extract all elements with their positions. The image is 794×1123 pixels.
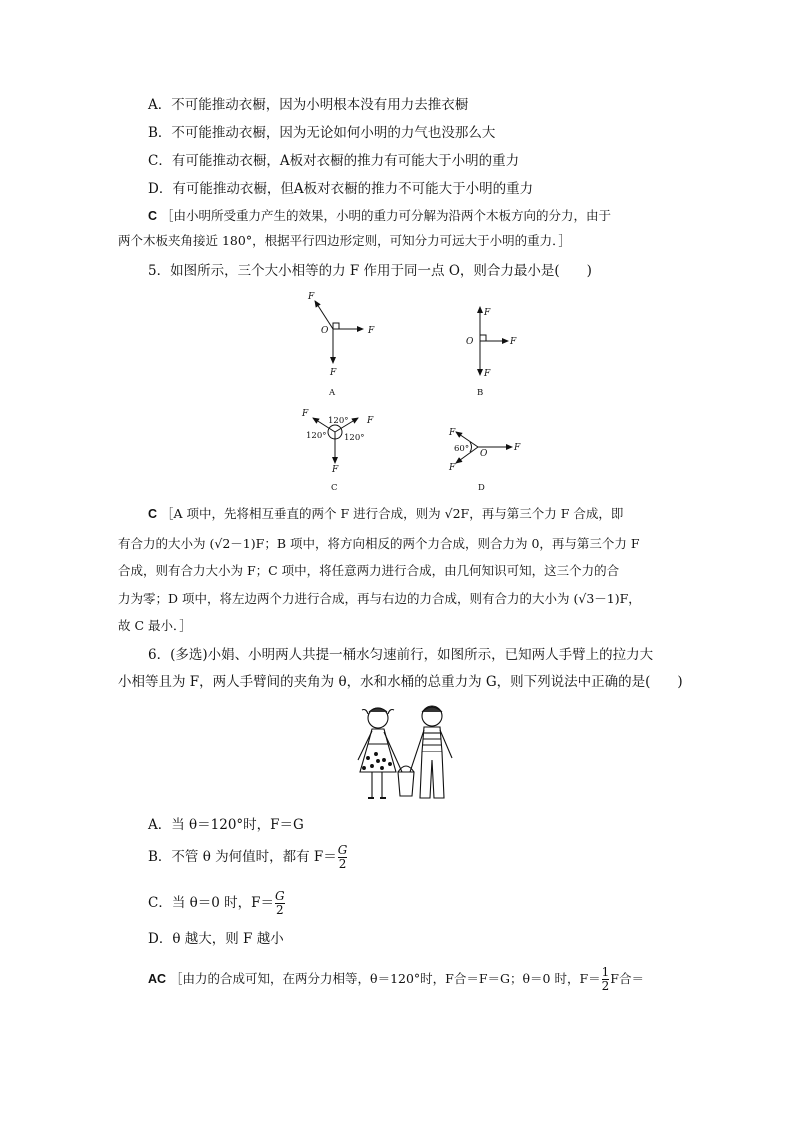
fraction-one-half: [602, 966, 610, 993]
answer-text: ［由力的合成可知，在两分力相等，θ＝120°时，F合＝F＝G；θ＝0 时，F＝: [170, 971, 601, 986]
formula: √2F: [444, 506, 470, 521]
option-c: C．有可能推动衣橱，A板对衣橱的推力有可能大于小明的重力: [148, 153, 520, 169]
option-b: B．不可能推动衣橱，因为无论如何小明的力气也没那么大: [148, 125, 496, 141]
fraction-denominator: 2: [275, 903, 284, 917]
force-label: F: [330, 368, 337, 378]
q6-option-a: A．当 θ＝120°时，F＝G: [148, 817, 304, 833]
force-label: F: [449, 428, 456, 438]
answer-text: ［A 项中，先将相互垂直的两个 F 进行合成，则为: [161, 506, 441, 521]
angle-label: 60°: [454, 444, 470, 454]
point-label: O: [466, 337, 474, 347]
force-label: F: [484, 369, 491, 379]
answer-text: ［由小明所受重力产生的效果，小明的重力可分解为沿两个木板方向的分力，由于: [161, 208, 612, 223]
q5-stem: 5．如图所示，三个大小相等的力 F 作用于同一点 O，则合力最小是( ): [148, 263, 592, 279]
fraction-numerator: 1: [601, 965, 610, 979]
q6-option-d: D．θ 越大，则 F 越小: [148, 931, 284, 947]
q6-option-b: [148, 844, 348, 871]
figure-label-d: D: [478, 483, 485, 493]
q6-answer-line1: [148, 966, 644, 993]
q6-stem-line1: 6．(多选)小娟、小明两人共提一桶水匀速前行，如图所示，已知两人手臂上的拉力大: [148, 647, 654, 663]
q4-answer-line2: 两个木板夹角接近 180°，根据平行四边形定则，可知分力可远大于小明的重力．］: [118, 233, 571, 248]
angle-label: 120°: [344, 433, 365, 443]
option-d: D．有可能推动衣橱，但A板对衣橱的推力不可能大于小明的重力: [148, 181, 534, 197]
fraction-numerator: G: [275, 889, 285, 903]
angle-label: 120°: [306, 431, 327, 441]
option-text: C．当 θ＝0 时，F＝: [148, 895, 274, 911]
force-label: F: [368, 326, 375, 336]
q5-answer-line2: [118, 535, 640, 553]
fraction-denominator: 2: [601, 979, 610, 993]
q5-answer-line1: [148, 505, 623, 523]
formula: (√3－1)F，: [573, 591, 641, 606]
point-label: O: [480, 449, 488, 459]
figure-label-b: B: [477, 388, 484, 398]
answer-letter: AC: [148, 972, 167, 986]
force-label: F: [332, 465, 339, 475]
force-label: F: [449, 463, 456, 473]
fraction-denominator: 2: [338, 857, 347, 871]
answer-letter: C: [148, 209, 158, 223]
q5-answer-line5: 故 C 最小．］: [118, 618, 192, 633]
q6-stem-line2: 小相等且为 F，两人手臂间的夹角为 θ，水和水桶的总重力为 G，则下列说法中正确的是( ): [118, 674, 683, 690]
force-label: F: [367, 416, 374, 426]
force-label: F: [308, 292, 315, 302]
option-a: A．不可能推动衣橱，因为小明根本没有用力去推衣橱: [148, 97, 469, 113]
fraction-g-over-2: [275, 890, 285, 917]
two-children-carrying-bucket-illustration: [352, 700, 462, 808]
q5-force-diagram: [0, 285, 794, 505]
answer-letter: C: [148, 507, 158, 521]
answer-text: F合＝: [610, 971, 644, 986]
q5-answer-line4: [118, 590, 641, 608]
angle-label: 120°: [328, 416, 349, 426]
point-label: O: [321, 326, 329, 336]
answer-text: 力为零；D 项中，将左边两个力进行合成，再与右边的力合成，则有合力的大小为: [118, 591, 570, 606]
figure-label-a: A: [329, 388, 336, 398]
option-text: B．不管 θ 为何值时，都有 F＝: [148, 849, 337, 865]
force-label: F: [510, 337, 517, 347]
force-label: F: [514, 443, 521, 453]
fraction-g-over-2: [338, 844, 348, 871]
q6-option-c: [148, 890, 286, 917]
answer-text: ；B 项中，将方向相反的两个力合成，则合力为 0，再与第三个力 F: [264, 536, 640, 551]
force-label: F: [302, 409, 309, 419]
force-label: F: [484, 308, 491, 318]
formula: (√2－1)F: [209, 536, 265, 551]
q4-answer-line1: [148, 207, 611, 225]
answer-text: ，再与第三个力 F 合成，即: [469, 506, 624, 521]
figure-label-c: C: [331, 483, 338, 493]
fraction-numerator: G: [337, 843, 348, 857]
answer-text: 有合力的大小为: [118, 536, 206, 551]
q5-answer-line3: 合成，则有合力大小为 F；C 项中，将任意两力进行合成，由几何知识可知，这三个力的合: [118, 563, 620, 578]
